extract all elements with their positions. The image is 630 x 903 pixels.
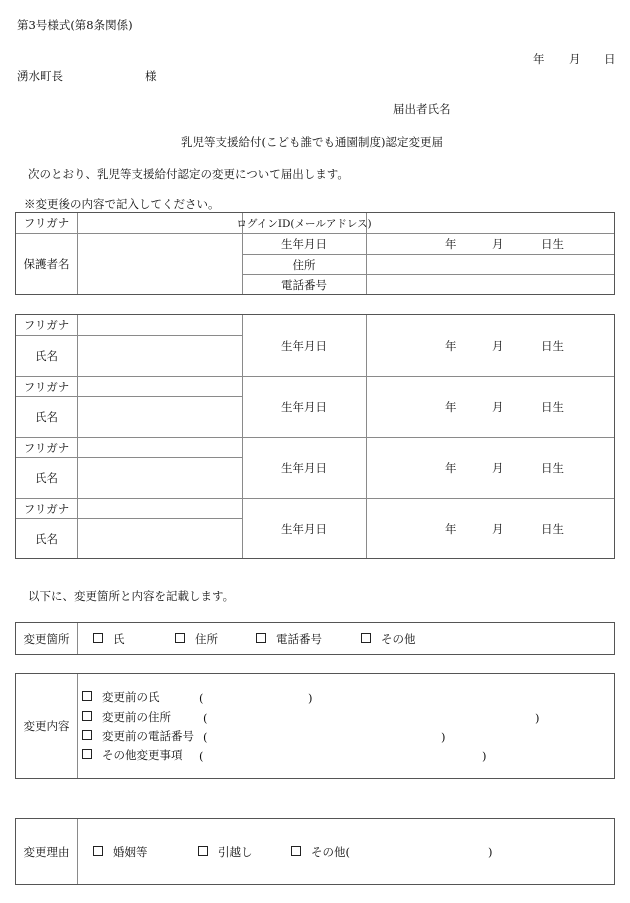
child-furigana-field[interactable] (78, 315, 242, 335)
form-title: 乳児等支援給付(こども誰でも通園制度)認定変更届 (181, 135, 443, 149)
checkbox-icon[interactable] (93, 633, 103, 643)
child-furigana-label: フリガナ (23, 379, 70, 394)
guardian-furigana-label: フリガナ (23, 216, 70, 230)
checkbox-icon[interactable] (82, 749, 92, 759)
guardian-name-label: 保護者名 (23, 257, 70, 271)
child-furigana-label: フリガナ (23, 440, 70, 455)
change-location-label: 変更箇所 (23, 631, 70, 646)
guardian-table (15, 212, 615, 295)
child-name-field[interactable] (78, 336, 242, 376)
child-furigana-field[interactable] (78, 499, 242, 518)
checkbox-icon[interactable] (82, 711, 92, 721)
child-name-label: 氏名 (35, 349, 58, 363)
login-id-label: ログインID(メールアドレス) (236, 217, 372, 230)
date-day-label: 日 (604, 52, 616, 66)
checkbox-icon[interactable] (82, 691, 92, 701)
child-furigana-label: フリガナ (23, 318, 70, 332)
change-reason-option[interactable]: その他( (291, 819, 350, 884)
children-table (15, 314, 615, 559)
child-name-field[interactable] (78, 519, 242, 558)
guardian-birthdate-field[interactable]: 年 月 日生 (445, 237, 564, 251)
change-content-item[interactable]: その他変更事項 (82, 746, 183, 764)
guardian-birthdate-label: 生年月日 (281, 237, 327, 251)
checkbox-icon[interactable] (361, 633, 371, 643)
child-furigana-field[interactable] (78, 438, 242, 457)
child-furigana-field[interactable] (78, 377, 242, 396)
change-content-table: 変更内容 変更前の氏 ( ) 変更前の住所 ( ) 変更前の電話番号 ( ) その他変更事項 ( ) (15, 673, 615, 779)
checkbox-icon[interactable] (82, 730, 92, 740)
checkbox-icon[interactable] (256, 633, 266, 643)
change-location-option[interactable]: 氏 (93, 623, 125, 654)
change-location-option[interactable]: 住所 (175, 623, 218, 654)
date-year-label: 年 (533, 52, 545, 66)
child-birthdate-field[interactable]: 年 月 日生 (445, 400, 564, 414)
change-content-item[interactable]: 変更前の住所 (82, 708, 171, 726)
change-reason-close-paren: ) (488, 845, 493, 859)
date-month-label: 月 (569, 52, 581, 66)
change-content-item[interactable]: 変更前の電話番号 (82, 727, 194, 745)
child-birthdate-label: 生年月日 (281, 338, 327, 353)
guardian-name-field[interactable] (78, 234, 242, 294)
change-intro-text: 以下に、変更箇所と内容を記載します。 (28, 589, 235, 603)
child-birthdate-label: 生年月日 (281, 461, 327, 475)
change-reason-label: 変更理由 (23, 844, 70, 859)
child-birthdate-field[interactable]: 年 月 日生 (445, 338, 564, 353)
child-name-label: 氏名 (35, 531, 58, 546)
change-reason-table (15, 818, 615, 885)
change-content-label: 変更内容 (23, 719, 70, 733)
checkbox-icon[interactable] (175, 633, 185, 643)
guardian-address-label: 住所 (292, 257, 316, 272)
change-location-option[interactable]: その他 (361, 623, 416, 654)
form-number: 第3号様式(第8条関係) (17, 18, 133, 32)
child-birthdate-field[interactable]: 年 月 日生 (445, 461, 564, 475)
guardian-furigana-field[interactable] (78, 213, 242, 233)
notifier-name-label: 届出者氏名 (393, 102, 451, 116)
change-content-item[interactable]: 変更前の氏 (82, 688, 160, 706)
child-name-field[interactable] (78, 397, 242, 437)
change-reason-option[interactable]: 婚姻等 (93, 819, 148, 884)
child-birthdate-field[interactable]: 年 月 日生 (445, 521, 564, 536)
login-id-field[interactable] (367, 213, 614, 233)
child-furigana-label: フリガナ (23, 501, 70, 516)
change-location-option[interactable]: 電話番号 (256, 623, 322, 654)
checkbox-icon[interactable] (93, 846, 103, 856)
guardian-address-field[interactable] (367, 255, 614, 274)
guardian-phone-label: 電話番号 (281, 277, 327, 292)
checkbox-icon[interactable] (198, 846, 208, 856)
checkbox-icon[interactable] (291, 846, 301, 856)
child-name-field[interactable] (78, 458, 242, 498)
child-birthdate-label: 生年月日 (281, 521, 327, 536)
child-birthdate-label: 生年月日 (281, 400, 327, 414)
addressee-honorific: 様 (145, 69, 157, 83)
child-name-label: 氏名 (35, 410, 58, 424)
intro-text: 次のとおり、乳児等支援給付認定の変更について届出します。 (28, 167, 349, 181)
guardian-phone-field[interactable] (367, 275, 614, 294)
note-text: ※変更後の内容で記入してください。 (24, 197, 220, 211)
change-reason-option[interactable]: 引越し (198, 819, 253, 884)
child-name-label: 氏名 (35, 471, 58, 485)
addressee: 湧水町長 (17, 69, 63, 83)
change-location-table (15, 622, 615, 655)
